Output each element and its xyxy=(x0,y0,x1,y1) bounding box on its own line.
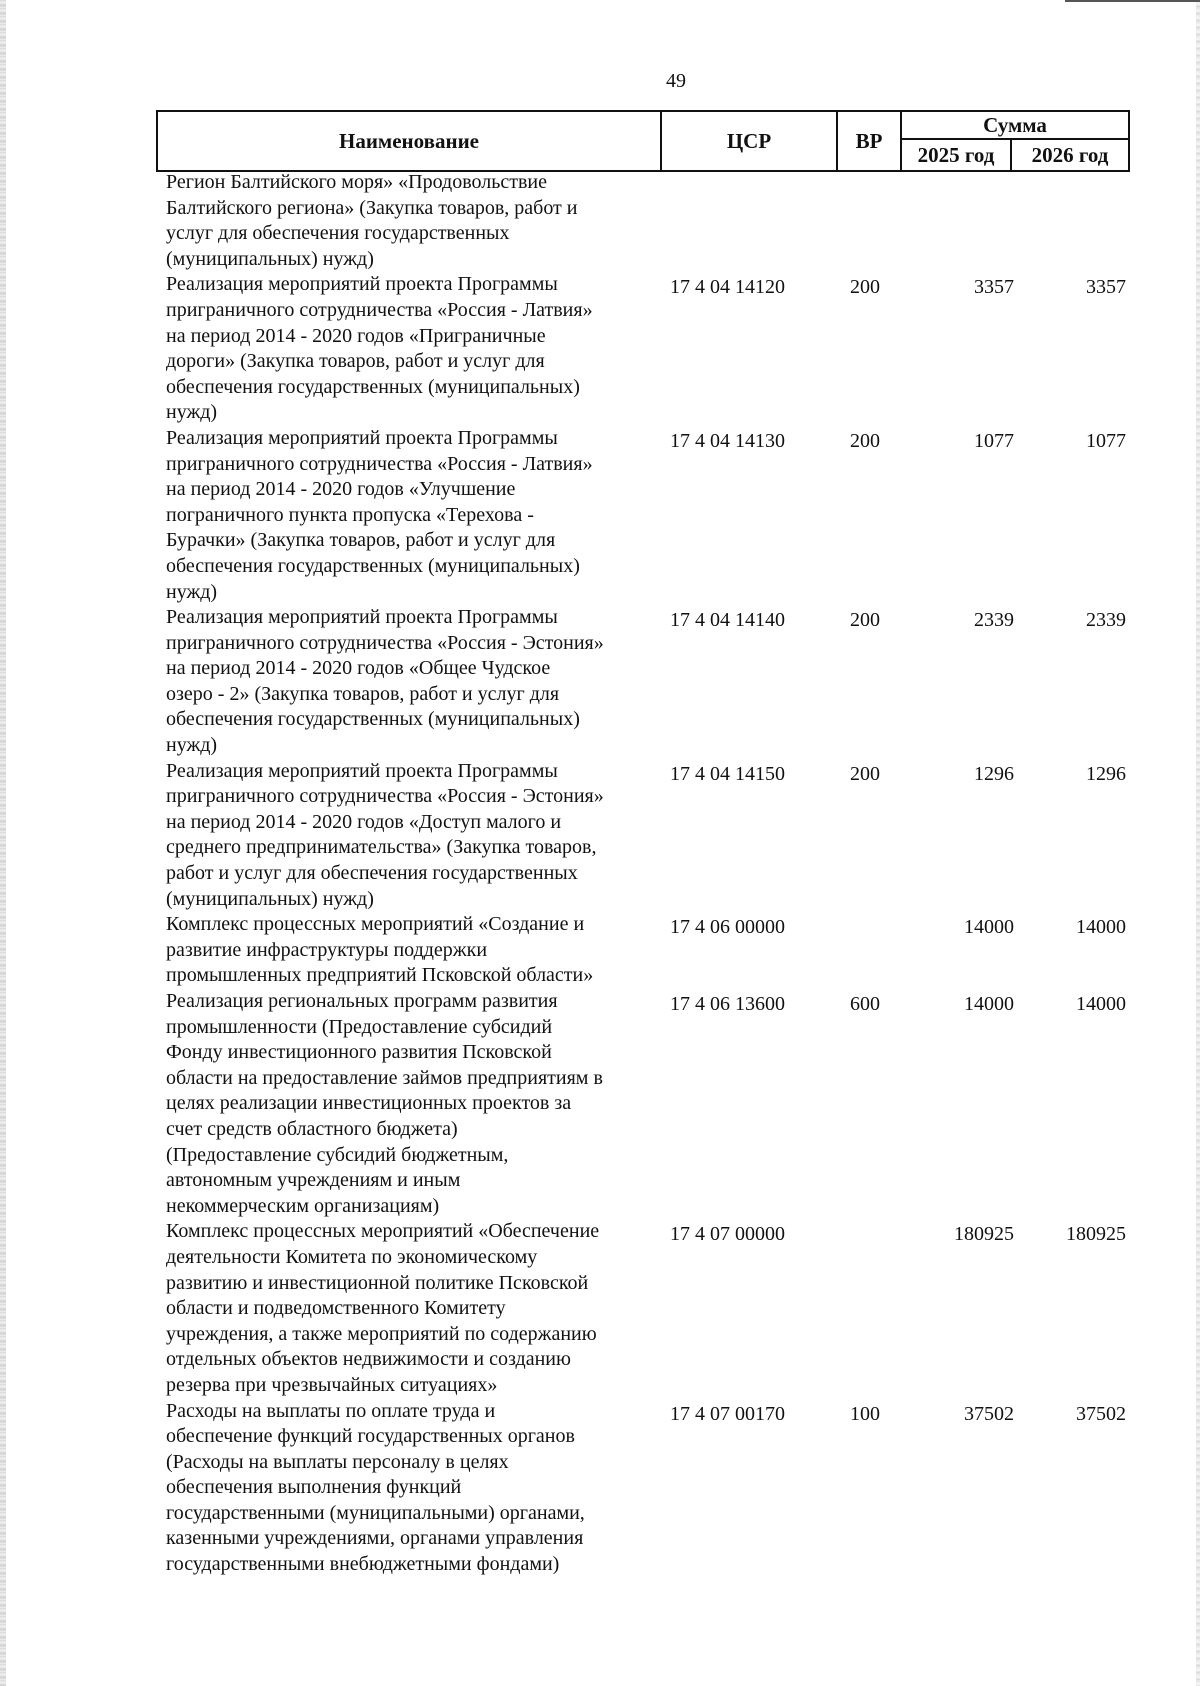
row-vr: 200 xyxy=(850,276,880,299)
row-name-line: развитие инфраструктуры поддержки xyxy=(166,938,488,961)
row-name-line: дороги» (Закупка товаров, работ и услуг для xyxy=(166,350,545,373)
row-vr: 100 xyxy=(850,1402,880,1425)
row-name-line: обеспечения государственных (муниципальных) xyxy=(166,708,580,731)
row-name-line: промышленности (Предоставление субсидий xyxy=(166,1015,553,1038)
row-name-line: приграничного сотрудничества «Россия - Латвия» xyxy=(166,452,593,475)
row-name-line: нужд) xyxy=(166,580,218,603)
row-name xyxy=(166,272,660,426)
row-name-line: нужд) xyxy=(166,734,218,757)
row-name-line: государственными внебюджетными фондами) xyxy=(166,1553,560,1576)
row-name-line: услуг для обеспечения государственных xyxy=(166,222,510,245)
row-csr: 17 4 06 00000 xyxy=(670,916,785,939)
row-name-line: (муниципальных) нужд) xyxy=(166,887,374,910)
row-name-line: Реализация мероприятий проекта Программы xyxy=(166,606,558,629)
table-row xyxy=(166,426,1126,605)
row-name-line: целях реализации инвестиционных проектов за xyxy=(166,1092,572,1115)
row-name-line: обеспечения государственных (муниципальных) xyxy=(166,554,580,577)
row-name xyxy=(166,1399,660,1578)
row-name-line: Реализация региональных программ развития xyxy=(166,990,558,1012)
row-name-line: государственными (муниципальными) органами, xyxy=(166,1501,585,1524)
scan-edge-left xyxy=(0,0,6,1686)
row-name-line: на период 2014 - 2020 годов «Приграничные xyxy=(166,324,546,347)
row-csr: 17 4 07 00000 xyxy=(670,1223,785,1246)
row-sum-2026 xyxy=(1014,170,1126,173)
row-name-line: отдельных объектов недвижимости и созданию xyxy=(166,1348,571,1371)
table-row xyxy=(166,989,1126,1219)
row-name-line: Реализация мероприятий проекта Программы xyxy=(166,273,558,296)
row-sum-2026: 2339 xyxy=(1086,609,1126,632)
row-name-line: озеро - 2» (Закупка товаров, работ и услуг для xyxy=(166,682,560,705)
row-sum-2026: 14000 xyxy=(1076,993,1126,1015)
row-sum-2026: 3357 xyxy=(1086,276,1126,299)
row-name-line: Регион Балтийского моря» «Продовольствие xyxy=(166,171,547,193)
row-name-line: обеспечение функций государственных органов xyxy=(166,1425,575,1448)
row-sum-2025: 180925 xyxy=(954,1223,1014,1246)
row-name-line: автономным учреждениям и иным xyxy=(166,1169,461,1192)
row-name-line: промышленных предприятий Псковской области» xyxy=(166,964,594,987)
row-name xyxy=(166,426,660,605)
row-name-line: приграничного сотрудничества «Россия - Латвия» xyxy=(166,298,593,321)
row-sum-2026: 1296 xyxy=(1086,762,1126,785)
table-row xyxy=(166,170,1126,272)
row-name-line: казенными учреждениями, органами управления xyxy=(166,1527,584,1550)
row-vr xyxy=(850,170,902,173)
top-rule xyxy=(1065,0,1200,2)
header-csr: ЦСР xyxy=(662,112,838,172)
row-sum-2025: 1077 xyxy=(974,429,1014,452)
row-vr xyxy=(850,912,902,915)
row-sum-2025: 37502 xyxy=(964,1402,1014,1425)
row-vr: 200 xyxy=(850,429,880,452)
page-number: 49 xyxy=(666,70,686,92)
row-vr xyxy=(850,1219,902,1222)
row-name-line: Реализация мероприятий проекта Программы xyxy=(166,759,558,782)
row-name-line: среднего предпринимательства» (Закупка товаров, xyxy=(166,836,597,859)
row-name-line: Бурачки» (Закупка товаров, работ и услуг для xyxy=(166,529,556,552)
table-row xyxy=(166,605,1126,759)
row-sum-2025: 3357 xyxy=(974,276,1014,299)
row-csr xyxy=(660,170,850,173)
row-name-line: (Предоставление субсидий бюджетным, xyxy=(166,1143,509,1166)
row-name-line: Реализация мероприятий проекта Программы xyxy=(166,426,558,449)
row-sum-2025 xyxy=(902,170,1014,173)
row-name-line: на период 2014 - 2020 годов «Улучшение xyxy=(166,478,516,501)
header-sum: Сумма xyxy=(902,112,1128,140)
row-sum-2025: 14000 xyxy=(964,993,1014,1015)
row-sum-2025: 14000 xyxy=(964,916,1014,939)
row-sum-2025: 1296 xyxy=(974,762,1014,785)
row-csr: 17 4 04 14130 xyxy=(670,429,785,452)
row-csr: 17 4 07 00170 xyxy=(670,1402,785,1425)
row-name-line: деятельности Комитета по экономическому xyxy=(166,1245,538,1268)
row-name-line: учреждения, а также мероприятий по содержанию xyxy=(166,1322,597,1345)
row-name xyxy=(166,605,660,759)
row-name-line: приграничного сотрудничества «Россия - Эстония» xyxy=(166,785,604,808)
table-row xyxy=(166,1219,1126,1398)
row-name-line: приграничного сотрудничества «Россия - Эстония» xyxy=(166,631,604,654)
row-name-line: работ и услуг для обеспечения государственных xyxy=(166,862,578,885)
row-sum-2026: 180925 xyxy=(1066,1223,1126,1246)
row-name-line: обеспечения выполнения функций xyxy=(166,1476,462,1499)
row-name xyxy=(166,170,660,272)
header-year-2025: 2025 год xyxy=(902,140,1012,172)
row-csr: 17 4 04 14120 xyxy=(670,276,785,299)
row-sum-2025: 2339 xyxy=(974,609,1014,632)
row-csr: 17 4 06 13600 xyxy=(670,993,785,1015)
row-name-line: Комплекс процессных мероприятий «Создание и xyxy=(166,913,585,936)
row-name xyxy=(166,989,660,1219)
table-row xyxy=(166,272,1126,426)
row-name xyxy=(166,912,660,989)
row-name-line: резерва при чрезвычайных ситуациях» xyxy=(166,1373,498,1396)
table-row xyxy=(166,912,1126,989)
row-csr: 17 4 04 14150 xyxy=(670,762,785,785)
row-name xyxy=(166,759,660,913)
scan-edge-right xyxy=(1196,0,1200,1686)
row-name-line: на период 2014 - 2020 годов «Общее Чудское xyxy=(166,657,551,680)
header-name: Наименование xyxy=(158,112,662,172)
row-name-line: счет средств областного бюджета) xyxy=(166,1117,458,1140)
table-header xyxy=(156,110,1130,172)
row-name-line: области на предоставление займов предприятиям в xyxy=(166,1066,603,1089)
row-vr: 200 xyxy=(850,762,880,785)
row-name-line: развитию и инвестиционной политике Псковской xyxy=(166,1271,589,1294)
row-name-line: некоммерческим организациям) xyxy=(166,1194,440,1217)
row-vr: 600 xyxy=(850,993,880,1015)
row-sum-2026: 14000 xyxy=(1076,916,1126,939)
table-body xyxy=(166,170,1126,1578)
row-name-line: области и подведомственного Комитету xyxy=(166,1297,506,1320)
row-sum-2026: 1077 xyxy=(1086,429,1126,452)
row-name-line: Комплекс процессных мероприятий «Обеспечение xyxy=(166,1220,600,1243)
row-name-line: Расходы на выплаты по оплате труда и xyxy=(166,1399,496,1422)
row-name-line: нужд) xyxy=(166,401,218,424)
header-year-2026: 2026 год xyxy=(1031,143,1109,167)
header-vr: ВР xyxy=(838,112,902,172)
table-row xyxy=(166,1399,1126,1578)
row-name-line: Балтийского региона» (Закупка товаров, работ и xyxy=(166,196,578,219)
row-name-line: обеспечения государственных (муниципальных) xyxy=(166,375,580,398)
row-sum-2026: 37502 xyxy=(1076,1402,1126,1425)
row-name-line: (муниципальных) нужд) xyxy=(166,247,374,270)
row-name xyxy=(166,1219,660,1398)
row-name-line: (Расходы на выплаты персоналу в целях xyxy=(166,1450,509,1473)
row-name-line: на период 2014 - 2020 годов «Доступ малого и xyxy=(166,810,562,833)
row-csr: 17 4 04 14140 xyxy=(670,609,785,632)
table-row xyxy=(166,759,1126,913)
row-vr: 200 xyxy=(850,609,880,632)
row-name-line: Фонду инвестиционного развития Псковской xyxy=(166,1041,552,1064)
row-name-line: пограничного пункта пропуска «Терехова - xyxy=(166,503,534,526)
